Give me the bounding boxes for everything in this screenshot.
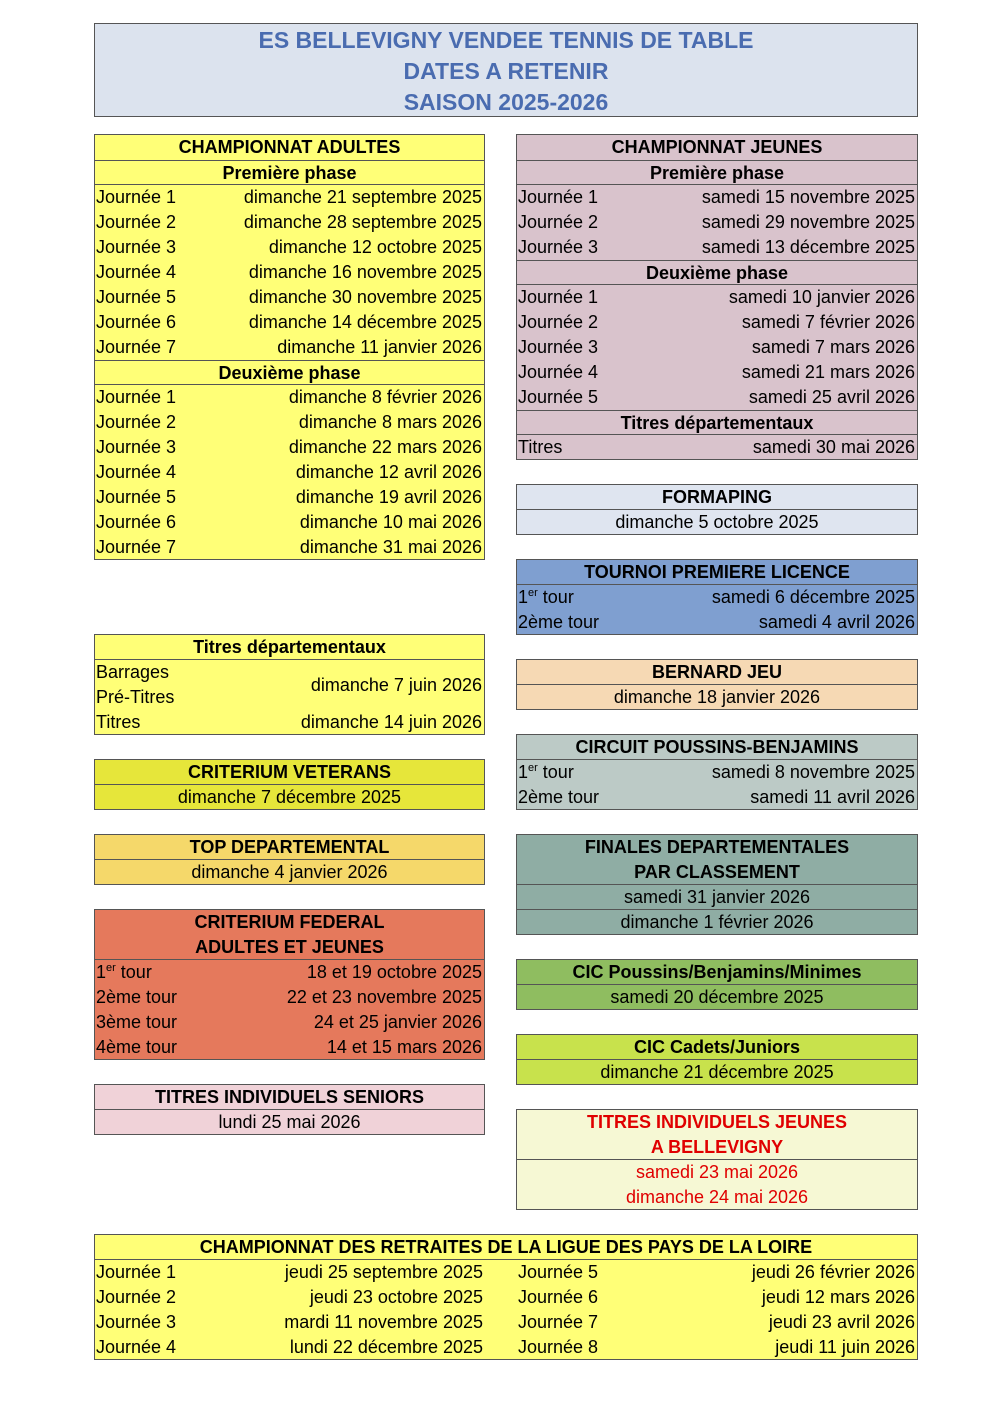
table-row [95,1260,485,1285]
page-header [94,23,918,117]
row-label: 4ème tour [96,1037,178,1057]
row-date: samedi 6 décembre 2025 [711,587,915,607]
table-row [95,260,484,285]
table-row [95,1010,484,1035]
table-row [517,1260,917,1285]
event-date: dimanche 24 mai 2026 [625,1187,809,1207]
championnat-adultes-table [94,134,485,560]
table-row [95,410,484,435]
table-row [95,1285,485,1310]
phase-title: Deuxième phase [517,260,917,285]
table-row [517,185,917,210]
row-date: 24 et 25 janvier 2026 [313,1012,482,1032]
row-label: Journée 2 [96,412,177,432]
event-date: dimanche 5 octobre 2025 [615,512,819,532]
row-date: dimanche 8 mars 2026 [298,412,482,432]
table-title: PAR CLASSEMENT [517,860,917,885]
table-row [517,1310,917,1335]
table-row [95,335,484,360]
row-label: 3ème tour [96,1012,178,1032]
row-date: dimanche 22 mars 2026 [288,437,482,457]
row-date: dimanche 31 mai 2026 [299,537,482,557]
row-label: Journée 1 [96,387,177,407]
table-row [95,385,484,410]
table-row [95,660,484,710]
row-date: 14 et 15 mars 2026 [326,1037,482,1057]
table-row [95,710,484,735]
row-date: samedi 25 avril 2026 [748,387,915,407]
row-label: Journée 2 [518,212,599,232]
row-label: Journée 3 [96,1312,177,1332]
table-row [517,785,917,810]
row-label: 2ème tour [96,987,178,1007]
row-label: Journée 1 [96,1262,177,1282]
club-name: ES BELLEVIGNY VENDEE TENNIS DE TABLE [258,27,754,53]
season-label: SAISON 2025-2026 [403,89,609,115]
phase-title: Première phase [95,160,484,185]
row-date: jeudi 23 octobre 2025 [309,1287,483,1307]
row-date: dimanche 10 mai 2026 [299,512,482,532]
top-departemental-table [94,834,485,885]
row-date: samedi 7 mars 2026 [751,337,915,357]
table-title: CHAMPIONNAT JEUNES [611,137,823,157]
table-row [517,360,917,385]
row-label: 2ème tour [518,787,600,807]
table-title: TITRES INDIVIDUELS SENIORS [95,1085,484,1110]
row-label: Journée 8 [518,1337,599,1357]
row-date: jeudi 25 septembre 2025 [284,1262,483,1282]
table-row [95,485,484,510]
row-date: samedi 8 novembre 2025 [711,762,915,782]
row-label: Journée 7 [96,537,177,557]
row-label: Journée 3 [96,237,177,257]
table-row [95,1310,485,1335]
row-label: Barrages Pré-Titres [96,662,175,707]
phase-title: Deuxième phase [95,360,484,385]
row-date: samedi 4 avril 2026 [758,612,915,632]
row-date: dimanche 30 novembre 2025 [248,287,482,307]
row-date: samedi 30 mai 2026 [752,437,915,457]
table-title: CRITERIUM VETERANS [95,760,484,785]
table-row [95,510,484,535]
phase-title: Titres départementaux [517,410,917,435]
row-label: 1er tour [518,762,574,782]
criterium-veterans-table [94,759,485,810]
row-label: 1er tour [518,587,574,607]
table-title: TOURNOI PREMIERE LICENCE [517,560,917,585]
table-row [95,535,484,560]
row-label: Journée 1 [518,287,599,307]
table-title: CRITERIUM FEDERAL [194,912,385,932]
tournoi-premiere-licence-table [516,559,918,635]
table-row [517,585,917,610]
row-date: dimanche 7 juin 2026 [310,675,482,695]
table-title: CIRCUIT POUSSINS-BENJAMINS [517,735,917,760]
table-row [95,960,484,985]
row-date: samedi 7 février 2026 [741,312,915,332]
table-row [517,285,917,310]
row-date: dimanche 14 juin 2026 [300,712,482,732]
event-date: dimanche 1 février 2026 [620,912,814,932]
table-row [517,1285,917,1310]
row-label: Journée 6 [96,512,177,532]
table-row [517,1335,917,1360]
row-label: Journée 5 [96,487,177,507]
page-subtitle: DATES A RETENIR [403,58,609,84]
row-date: lundi 22 décembre 2025 [289,1337,483,1357]
event-date: dimanche 21 décembre 2025 [600,1062,834,1082]
phase-title: Première phase [517,160,917,185]
row-label: Journée 5 [96,287,177,307]
criterium-federal-table [94,909,485,1060]
row-date: jeudi 11 juin 2026 [775,1337,915,1357]
row-label: 2ème tour [518,612,600,632]
row-date: dimanche 21 septembre 2025 [243,187,482,207]
row-date: 22 et 23 novembre 2025 [286,987,482,1007]
table-row [95,210,484,235]
cic-cadets-juniors-table [516,1034,918,1085]
row-label: Journée 6 [96,312,177,332]
row-date: mardi 11 novembre 2025 [284,1312,483,1332]
row-label: Journée 4 [96,1337,177,1357]
row-label: Journée 4 [96,462,177,482]
row-label: 1er tour [96,962,152,982]
table-row [95,985,484,1010]
row-date: dimanche 28 septembre 2025 [243,212,482,232]
championnat-retraites-table [94,1234,918,1360]
table-row [95,285,484,310]
event-date: dimanche 4 janvier 2026 [191,862,388,882]
row-date: samedi 15 novembre 2025 [701,187,915,207]
row-date: samedi 10 janvier 2026 [728,287,915,307]
table-row [517,385,917,410]
titres-individuels-seniors-table [94,1084,485,1135]
event-date: dimanche 7 décembre 2025 [177,787,402,807]
row-date: samedi 13 décembre 2025 [701,237,915,257]
table-row [95,310,484,335]
row-date: dimanche 14 décembre 2025 [248,312,482,332]
row-label: Journée 7 [96,337,177,357]
championnat-jeunes-table [516,134,918,460]
row-label: Journée 2 [96,1287,177,1307]
row-label: Journée 7 [518,1312,599,1332]
row-date: dimanche 16 novembre 2025 [248,262,482,282]
event-date: lundi 25 mai 2026 [218,1112,361,1132]
table-row [95,185,484,210]
table-row [517,210,917,235]
row-date: dimanche 12 octobre 2025 [268,237,482,257]
table-title: ADULTES ET JEUNES [95,935,484,960]
row-label: Journée 4 [96,262,177,282]
event-date: samedi 23 mai 2026 [635,1162,799,1182]
table-title: CHAMPIONNAT DES RETRAITES DE LA LIGUE DES PAYS DE LA LOIRE [95,1235,917,1260]
row-label: Journée 1 [518,187,599,207]
row-date: dimanche 12 avril 2026 [295,462,482,482]
titres-individuels-jeunes-table [516,1109,918,1210]
row-label: Journée 3 [518,337,599,357]
row-date: jeudi 23 avril 2026 [768,1312,915,1332]
table-title: CHAMPIONNAT ADULTES [178,137,401,157]
row-label: Titres [518,437,563,457]
circuit-poussins-benjamins-table [516,734,918,810]
table-row [95,435,484,460]
table-row [517,235,917,260]
row-date: 18 et 19 octobre 2025 [306,962,482,982]
row-label: Journée 4 [518,362,599,382]
table-title: TOP DEPARTEMENTAL [95,835,484,860]
row-label: Titres [96,712,141,732]
row-label: Journée 5 [518,387,599,407]
row-date: dimanche 8 février 2026 [288,387,482,407]
table-title: TITRES INDIVIDUELS JEUNES [586,1112,848,1132]
row-label: Journée 1 [96,187,177,207]
row-label: Journée 6 [518,1287,599,1307]
table-row [517,335,917,360]
row-label: Journée 3 [96,437,177,457]
row-date: dimanche 11 janvier 2026 [277,337,482,357]
formaping-table [516,484,918,535]
event-date: samedi 20 décembre 2025 [610,987,824,1007]
table-title: A BELLEVIGNY [517,1135,917,1160]
table-title: CIC Poussins/Benjamins/Minimes [517,960,917,985]
table-row [517,435,917,460]
table-row [95,235,484,260]
finales-departementales-table [516,834,918,935]
event-date: samedi 31 janvier 2026 [517,885,917,910]
bernard-jeu-table [516,659,918,710]
row-date: samedi 21 mars 2026 [741,362,915,382]
titres-departementaux-table [94,634,485,735]
table-title: FINALES DEPARTEMENTALES [584,837,850,857]
row-label: Journée 2 [518,312,599,332]
table-row [95,1335,485,1360]
row-date: samedi 29 novembre 2025 [701,212,915,232]
table-row [517,760,917,785]
row-label: Journée 5 [518,1262,599,1282]
table-title: BERNARD JEU [517,660,917,685]
row-label: Journée 3 [518,237,599,257]
row-date: jeudi 12 mars 2026 [761,1287,915,1307]
cic-poussins-benjamins-minimes-table [516,959,918,1010]
row-date: samedi 11 avril 2026 [750,787,915,807]
row-date: dimanche 19 avril 2026 [295,487,482,507]
table-title: CIC Cadets/Juniors [517,1035,917,1060]
table-row [95,1035,484,1060]
row-label: Journée 2 [96,212,177,232]
table-row [95,460,484,485]
table-row [517,610,917,635]
table-title: FORMAPING [517,485,917,510]
row-date: jeudi 26 février 2026 [751,1262,915,1282]
event-date: dimanche 18 janvier 2026 [613,687,821,707]
table-title: Titres départementaux [95,635,484,660]
table-row [517,310,917,335]
